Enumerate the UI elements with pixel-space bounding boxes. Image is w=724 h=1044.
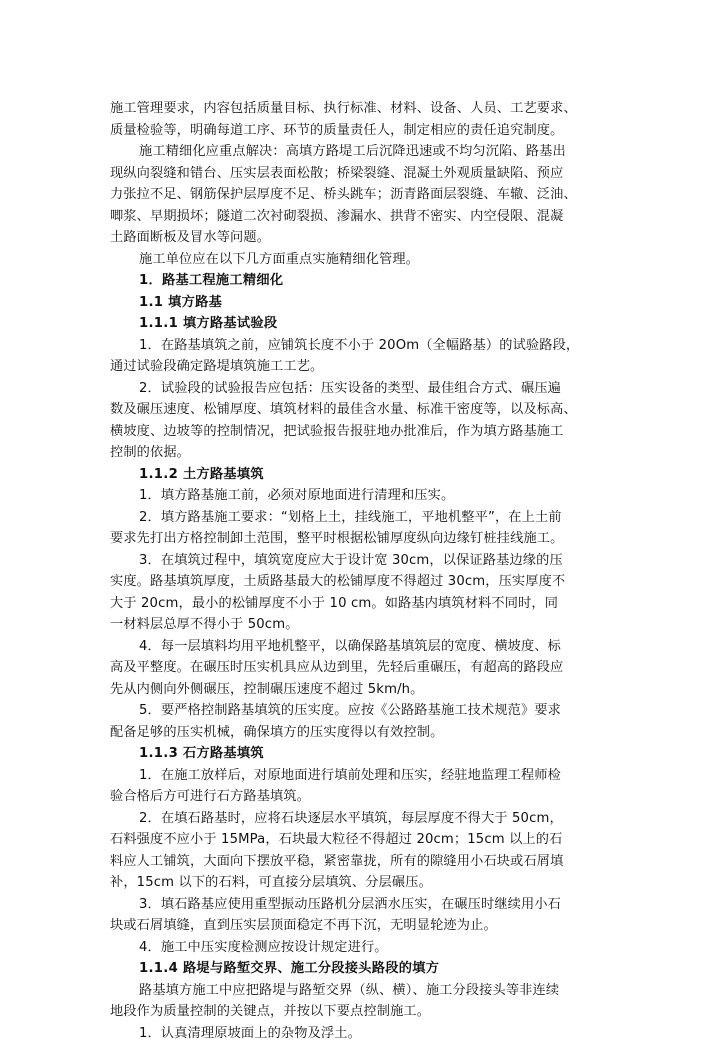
paragraph-line: 现纵向裂缝和错台、压实层表面松散；桥梁裂缝、混凝土外观质量缺陷、预应	[110, 163, 620, 185]
paragraph-line: 3．在填筑过程中，填筑宽度应大于设计宽 30cm，以保证路基边缘的压	[110, 550, 620, 572]
paragraph-line: 施工管理要求，内容包括质量目标、执行标准、材料、设备、人员、工艺要求、	[110, 98, 620, 120]
paragraph-line: 2．填方路基施工要求：“划格上土，挂线施工，平地机整平”，在上土前	[110, 507, 620, 529]
paragraph-line: 要求先打出方格控制卸土范围，整平时根据松铺厚度纵向边缘钉桩挂线施工。	[110, 528, 620, 550]
paragraph-line: 数及碾压速度、松铺厚度、填筑材料的最佳含水量、标准干密度等，以及标高、	[110, 399, 620, 421]
paragraph-line: 一材料层总厚不得小于 50cm。	[110, 614, 620, 636]
paragraph-line: 块或石屑填缝，直到压实层顶面稳定不再下沉，无明显轮迹为止。	[110, 915, 620, 937]
paragraph-line: 5．要严格控制路基填筑的压实度。应按《公路路基施工技术规范》要求	[110, 700, 620, 722]
section-heading: 1.1.4 路堤与路堑交界、施工分段接头路段的填方	[110, 958, 620, 980]
document-page	[110, 98, 620, 1044]
section-heading: 1．路基工程施工精细化	[110, 270, 620, 292]
paragraph-line: 横坡度、边坡等的控制情况，把试验报告报驻地办批准后，作为填方路基施工	[110, 421, 620, 443]
paragraph-line: 先从内侧向外侧碾压，控制碾压速度不超过 5km/h。	[110, 679, 620, 701]
paragraph-line: 石料强度不应小于 15MPa，石块最大粒径不得超过 20cm；15cm 以上的石	[110, 829, 620, 851]
paragraph-line: 唧浆、早期损坏；隧道二次衬砌裂损、渗漏水、拱背不密实、内空侵限、混凝	[110, 206, 620, 228]
paragraph-line: 通过试验段确定路堤填筑施工工艺。	[110, 356, 620, 378]
paragraph-line: 1．认真清理原坡面上的杂物及浮土。	[110, 1023, 620, 1044]
paragraph-line: 高及平整度。在碾压时压实机具应从边到里，先轻后重碾压，有超高的路段应	[110, 657, 620, 679]
paragraph-line: 验合格后方可进行石方路基填筑。	[110, 786, 620, 808]
paragraph-line: 配备足够的压实机械，确保填方的压实度得以有效控制。	[110, 722, 620, 744]
section-heading: 1.1.1 填方路基试验段	[110, 313, 620, 335]
paragraph-line: 补，15cm 以下的石料，可直接分层填筑、分层碾压。	[110, 872, 620, 894]
paragraph-line: 质量检验等，明确每道工序、环节的质量责任人，制定相应的责任追究制度。	[110, 120, 620, 142]
paragraph-line: 地段作为质量控制的关键点，并按以下要点控制施工。	[110, 1001, 620, 1023]
paragraph-line: 3．填石路基应使用重型振动压路机分层洒水压实，在碾压时继续用小石	[110, 894, 620, 916]
section-heading: 1.1 填方路基	[110, 292, 620, 314]
paragraph-line: 控制的依据。	[110, 442, 620, 464]
paragraph-line: 土路面断板及冒水等问题。	[110, 227, 620, 249]
paragraph-line: 实度。路基填筑厚度，土质路基最大的松铺厚度不得超过 30cm，压实厚度不	[110, 571, 620, 593]
paragraph-line: 力张拉不足、钢筋保护层厚度不足、桥头跳车；沥青路面层裂缝、车辙、泛油、	[110, 184, 620, 206]
paragraph-line: 料应人工铺筑，大面向下摆放平稳，紧密靠拢，所有的隙缝用小石块或石屑填	[110, 851, 620, 873]
paragraph-line: 2．试验段的试验报告应包括：压实设备的类型、最佳组合方式、碾压遍	[110, 378, 620, 400]
paragraph-line: 1．在路基填筑之前，应铺筑长度不小于 20Om（全幅路基）的试验路段，	[110, 335, 620, 357]
paragraph-line: 路基填方施工中应把路堤与路堑交界（纵、横）、施工分段接头等非连续	[110, 980, 620, 1002]
paragraph-line: 施工单位应在以下几方面重点实施精细化管理。	[110, 249, 620, 271]
paragraph-line: 2．在填石路基时，应将石块逐层水平填筑，每层厚度不得大于 50cm，	[110, 808, 620, 830]
section-heading: 1.1.3 石方路基填筑	[110, 743, 620, 765]
paragraph-line: 1．填方路基施工前，必须对原地面进行清理和压实。	[110, 485, 620, 507]
paragraph-line: 施工精细化应重点解决：高填方路堤工后沉降迅速或不均匀沉陷、路基出	[110, 141, 620, 163]
paragraph-line: 1．在施工放样后，对原地面进行填前处理和压实，经驻地监理工程师检	[110, 765, 620, 787]
paragraph-line: 4．施工中压实度检测应按设计规定进行。	[110, 937, 620, 959]
section-heading: 1.1.2 土方路基填筑	[110, 464, 620, 486]
paragraph-line: 4．每一层填料均用平地机整平，以确保路基填筑层的宽度、横坡度、标	[110, 636, 620, 658]
paragraph-line: 大于 20cm，最小的松铺厚度不小于 10 cm。如路基内填筑材料不同时，同	[110, 593, 620, 615]
